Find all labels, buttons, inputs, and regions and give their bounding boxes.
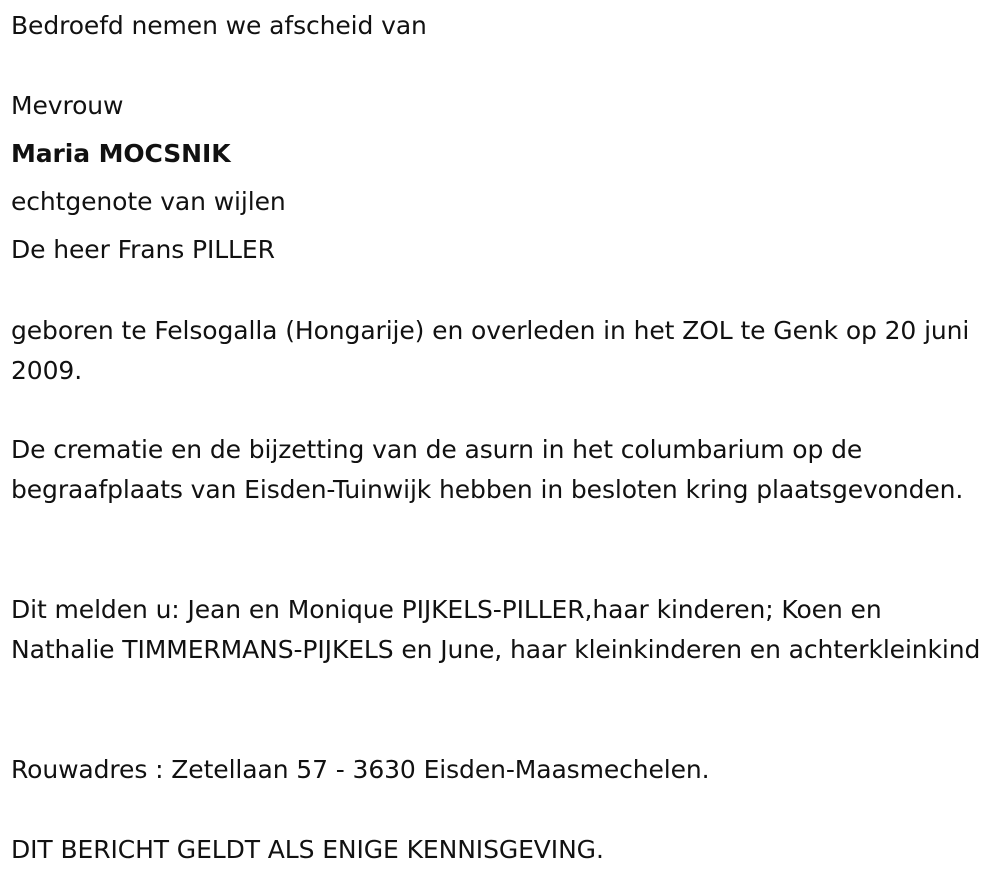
birth-death-paragraph: geboren te Felsogalla (Hongarije) en overleden in het ZOL te Genk op 20 juni 2009. [11, 316, 970, 385]
honorific: Mevrouw [11, 91, 124, 120]
announcers-paragraph: Dit melden u: Jean en Monique PIJKELS-PILLER,haar kinderen; Koen en Nathalie TIMMERMANS-PIJKELS en June, haar kleinkinderen en achterkleinkind [11, 595, 981, 664]
deceased-name: Maria MOCSNIK [11, 139, 231, 168]
cremation-paragraph: De crematie en de bijzetting van de asurn in het columbarium op de begraafplaats van Eisden-Tuinwijk hebben in besloten kring plaatsgevonden. [11, 435, 964, 504]
mourning-address: Rouwadres : Zetellaan 57 - 3630 Eisden-Maasmechelen. [11, 755, 710, 784]
closing-statement: DIT BERICHT GELDT ALS ENIGE KENNISGEVING. [11, 835, 604, 864]
relation-text: echtgenote van wijlen [11, 187, 286, 216]
intro-text: Bedroefd nemen we afscheid van [11, 11, 427, 40]
spouse-name: De heer Frans PILLER [11, 235, 275, 264]
